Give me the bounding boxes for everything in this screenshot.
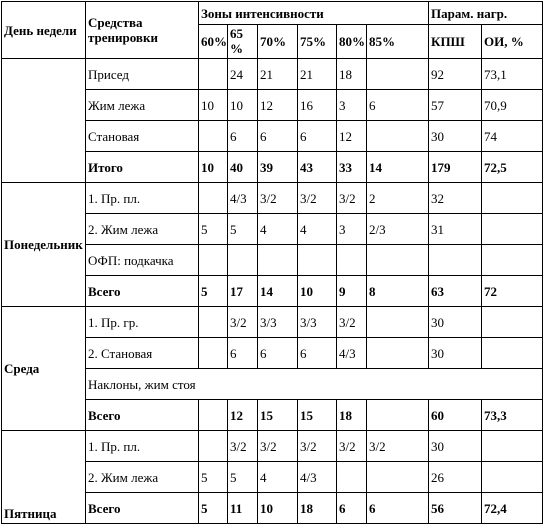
zone-value — [367, 462, 429, 493]
zone-value: 10 — [199, 152, 228, 183]
zone-value — [199, 431, 228, 462]
zone-value — [199, 59, 228, 90]
zone-value — [199, 307, 228, 338]
oi-value — [482, 183, 543, 214]
zone-value — [199, 245, 228, 276]
zone-value — [367, 400, 429, 431]
oi-value — [482, 307, 543, 338]
zone-value: 12 — [337, 121, 367, 152]
zone-value: 4 — [258, 462, 298, 493]
zone-value: 5 — [199, 214, 228, 245]
zone-value — [367, 121, 429, 152]
zone-value: 2/3 — [367, 214, 429, 245]
kpsh-value: 92 — [429, 59, 482, 90]
exercise-name: Всего — [86, 493, 199, 524]
zone-value: 10 — [298, 276, 337, 307]
zone-value: 4/3 — [228, 183, 258, 214]
exercise-name: Всего — [86, 400, 199, 431]
header-means: Средства тренировки — [86, 2, 199, 59]
zone-value: 40 — [228, 152, 258, 183]
zone-value: 21 — [258, 59, 298, 90]
header-zones: Зоны интенсивности — [199, 2, 429, 25]
kpsh-value: 56 — [429, 493, 482, 524]
zone-value — [367, 245, 429, 276]
exercise-name: 2. Становая — [86, 338, 199, 369]
training-table — [1, 1, 543, 524]
zone-value: 39 — [258, 152, 298, 183]
exercise-name: Присед — [86, 59, 199, 90]
zone-value: 43 — [298, 152, 337, 183]
param-col-oi: ОИ, % — [482, 25, 543, 59]
oi-value — [482, 338, 543, 369]
kpsh-value: 60 — [429, 400, 482, 431]
zone-value: 4/3 — [298, 462, 337, 493]
exercise-name: 1. Пр. пл. — [86, 183, 199, 214]
zone-value: 16 — [298, 90, 337, 121]
param-col-kpsh: КПШ — [429, 25, 482, 59]
zone-col-70: 70% — [258, 25, 298, 59]
zone-value — [367, 59, 429, 90]
zone-value — [199, 400, 228, 431]
kpsh-value: 30 — [429, 121, 482, 152]
table-row — [2, 431, 543, 462]
zone-value: 6 — [337, 493, 367, 524]
exercise-name: 2. Жим лежа — [86, 214, 199, 245]
exercise-name: Жим лежа — [86, 90, 199, 121]
zone-value: 6 — [228, 338, 258, 369]
zone-value — [199, 121, 228, 152]
table-body — [2, 59, 543, 524]
zone-value: 18 — [298, 493, 337, 524]
zone-value — [228, 245, 258, 276]
zone-value: 10 — [228, 90, 258, 121]
zone-value: 8 — [367, 276, 429, 307]
kpsh-value: 57 — [429, 90, 482, 121]
zone-value: 3/2 — [258, 183, 298, 214]
zone-value: 14 — [367, 152, 429, 183]
oi-value: 72,5 — [482, 152, 543, 183]
zone-value: 14 — [258, 276, 298, 307]
zone-value: 6 — [228, 121, 258, 152]
oi-value: 72,4 — [482, 493, 543, 524]
oi-value: 73,3 — [482, 400, 543, 431]
zone-value: 3/2 — [258, 431, 298, 462]
zone-value — [367, 338, 429, 369]
oi-value: 74 — [482, 121, 543, 152]
kpsh-value: 32 — [429, 183, 482, 214]
day-cell: Понедельник — [2, 183, 86, 307]
oi-value — [482, 431, 543, 462]
zone-col-85: 85% — [367, 25, 429, 59]
oi-value: 73,1 — [482, 59, 543, 90]
zone-value: 11 — [228, 493, 258, 524]
day-cell: Пятница — [2, 431, 86, 524]
zone-value: 18 — [337, 400, 367, 431]
zone-value: 3/2 — [298, 183, 337, 214]
zone-col-60: 60% — [199, 25, 228, 59]
zone-value: 21 — [298, 59, 337, 90]
zone-value: 6 — [258, 121, 298, 152]
day-cell — [2, 59, 86, 183]
zone-value: 12 — [228, 400, 258, 431]
kpsh-value: 63 — [429, 276, 482, 307]
kpsh-value: 179 — [429, 152, 482, 183]
oi-value — [482, 214, 543, 245]
exercise-name: 2. Жим лежа — [86, 462, 199, 493]
zone-value: 6 — [367, 90, 429, 121]
zone-col-65: 65 % — [228, 25, 258, 59]
zone-value: 3 — [337, 90, 367, 121]
zone-value — [199, 338, 228, 369]
oi-value — [482, 245, 543, 276]
zone-value: 3/2 — [228, 307, 258, 338]
exercise-name: Становая — [86, 121, 199, 152]
zone-value: 3/2 — [337, 431, 367, 462]
zone-value: 18 — [337, 59, 367, 90]
kpsh-value: 31 — [429, 214, 482, 245]
exercise-name: 1. Пр. пл. — [86, 431, 199, 462]
table-header — [2, 2, 543, 59]
zone-value: 2 — [367, 183, 429, 214]
kpsh-value: 26 — [429, 462, 482, 493]
oi-value: 70,9 — [482, 90, 543, 121]
zone-value: 6 — [298, 338, 337, 369]
exercise-name: 1. Пр. гр. — [86, 307, 199, 338]
zone-value: 15 — [298, 400, 337, 431]
zone-value: 4 — [258, 214, 298, 245]
kpsh-value: 30 — [429, 307, 482, 338]
zone-value: 5 — [199, 493, 228, 524]
zone-col-80: 80% — [337, 25, 367, 59]
zone-value — [258, 245, 298, 276]
oi-value — [482, 462, 543, 493]
zone-value — [367, 307, 429, 338]
table-row — [2, 307, 543, 338]
zone-value: 5 — [199, 276, 228, 307]
kpsh-value: 30 — [429, 431, 482, 462]
zone-value: 3/3 — [298, 307, 337, 338]
zone-value: 24 — [228, 59, 258, 90]
zone-value: 5 — [228, 462, 258, 493]
kpsh-value: 30 — [429, 338, 482, 369]
zone-value: 17 — [228, 276, 258, 307]
day-cell: Среда — [2, 307, 86, 431]
exercise-name: Итого — [86, 152, 199, 183]
zone-value: 3/3 — [258, 307, 298, 338]
header-params: Парам. нагр. — [429, 2, 543, 25]
zone-value — [298, 245, 337, 276]
exercise-name: Всего — [86, 276, 199, 307]
zone-col-75: 75% — [298, 25, 337, 59]
exercise-name: ОФП: подкачка — [86, 245, 199, 276]
oi-value: 72 — [482, 276, 543, 307]
zone-value — [337, 462, 367, 493]
zone-value: 3 — [337, 214, 367, 245]
zone-value: 10 — [199, 90, 228, 121]
zone-value: 3/2 — [228, 431, 258, 462]
zone-value: 15 — [258, 400, 298, 431]
zone-value: 4/3 — [337, 338, 367, 369]
zone-value: 6 — [258, 338, 298, 369]
zone-value: 6 — [367, 493, 429, 524]
exercise-name: Наклоны, жим стоя — [86, 369, 543, 400]
zone-value: 33 — [337, 152, 367, 183]
header-day: День недели — [2, 2, 86, 59]
table-row — [2, 59, 543, 90]
zone-value: 12 — [258, 90, 298, 121]
zone-value: 3/2 — [337, 183, 367, 214]
zone-value: 10 — [258, 493, 298, 524]
zone-value: 5 — [199, 462, 228, 493]
zone-value: 4 — [298, 214, 337, 245]
zone-value: 9 — [337, 276, 367, 307]
zone-value: 3/2 — [298, 431, 337, 462]
table-row — [2, 183, 543, 214]
zone-value — [337, 245, 367, 276]
zone-value: 6 — [298, 121, 337, 152]
zone-value: 3/2 — [367, 431, 429, 462]
zone-value — [199, 183, 228, 214]
zone-value: 5 — [228, 214, 258, 245]
zone-value: 3/2 — [337, 307, 367, 338]
kpsh-value — [429, 245, 482, 276]
